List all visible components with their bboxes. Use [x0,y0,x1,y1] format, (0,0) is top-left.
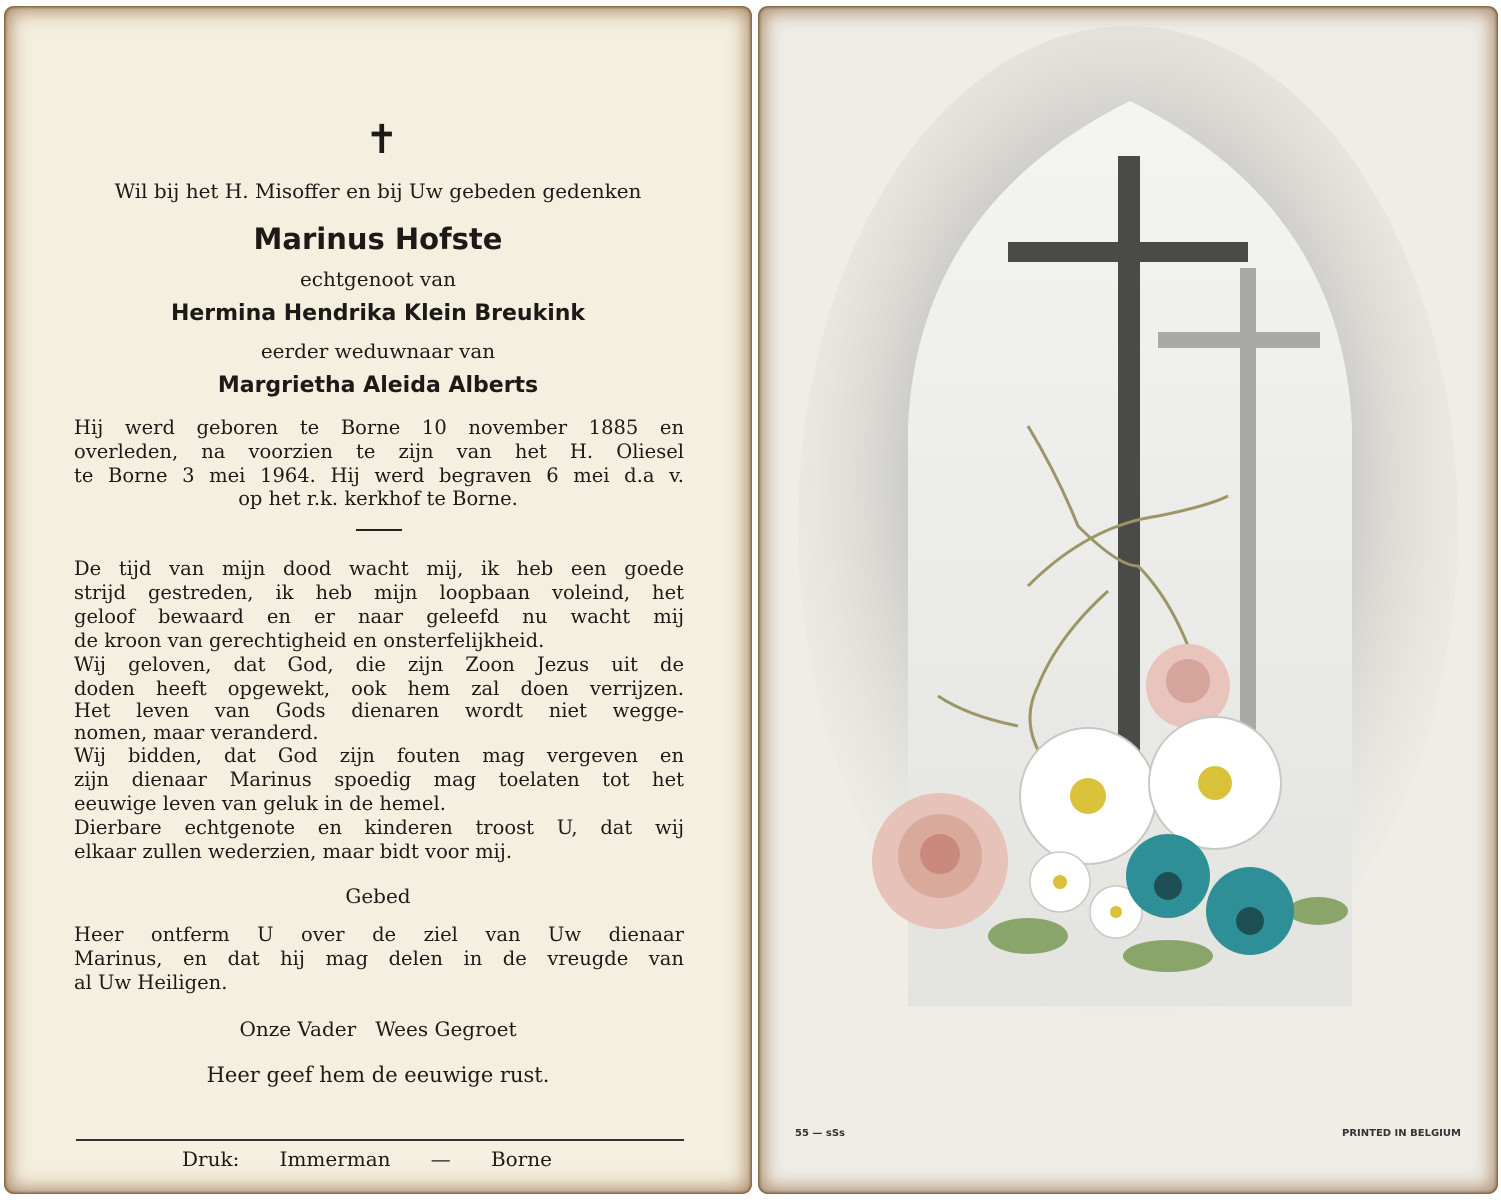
footer-rule [76,1139,684,1141]
small-white-flower [1030,852,1090,912]
teal-pansy [1206,867,1294,955]
cross-and-flowers-illustration [758,6,1498,1194]
memorial-card-image-side [758,6,1498,1194]
text-line: Wij geloven, dat God, die zijn Zoon Jezus uit de [74,653,684,676]
memorial-card-text-side [4,6,752,1194]
daisy [1020,728,1156,864]
prayer-line: Marinus, en dat hij mag delen in de vreugde van [74,947,684,970]
text-line: elkaar zullen wederzien, maar bidt voor mij. [74,840,513,863]
text-line: Het leven van Gods dienaren wordt niet wegge- [74,699,684,722]
prayer-line: al Uw Heiligen. [74,971,228,994]
final-line: Heer geef hem de eeuwige rust. [206,1063,550,1087]
former-spouse-label: eerder weduwnaar van [260,339,496,363]
text-line: nomen, maar veranderd. [74,721,319,744]
closing-prayers: Onze Vader Wees Gegroet [239,1017,517,1041]
text-line: De tijd van mijn dood wacht mij, ik heb een goede [74,557,684,580]
printer-dash: — [430,1147,451,1171]
teal-pansy [1126,834,1210,918]
prayer-line: Heer ontferm U over de ziel van Uw dienaar [74,923,684,946]
bio-line: op het r.k. kerkhof te Borne. [238,487,518,510]
text-line: doden heeft opgewekt, ook hem zal doen verrijzen. [74,677,684,700]
printed-in-label: PRINTED IN BELGIUM [1342,1128,1461,1139]
intro-line: Wil bij het H. Misoffer en bij Uw gebeden gedenken [114,179,642,203]
text-line: strijd gestreden, ik heb mijn loopbaan voleind, het [74,581,684,604]
spouse-name: Hermina Hendrika Klein Breukink [170,301,586,326]
daisy [1149,717,1281,849]
former-spouse-name: Margrietha Aleida Alberts [217,373,539,398]
bio-line: overleden, na voorzien te zijn van het H. Oliesel [74,440,684,463]
printer-name: Immerman [279,1147,391,1171]
small-cross-icon: ✝ [365,117,399,163]
bio-line: Hij werd geboren te Borne 10 november 1885 en [74,416,684,439]
text-line: geloof bewaard en er naar geleefd nu wacht mij [74,605,684,628]
text-line: de kroon van gerechtigheid en onsterfelijkheid. [74,629,545,652]
text-line: Wij bidden, dat God zijn fouten mag vergeven en [74,744,684,767]
printer-place: Borne [490,1147,552,1171]
printer-label: Druk: [182,1147,240,1171]
spouse-label: echtgenoot van [299,267,457,291]
catalog-number: 55 — sSs [795,1128,845,1139]
text-line: Dierbare echtgenote en kinderen troost U, dat wij [74,816,684,839]
printer-credit [182,1147,552,1171]
prayer-title: Gebed [345,884,411,908]
deceased-name: Marinus Hofste [253,222,503,256]
text-line: eeuwige leven van geluk in de hemel. [74,792,446,815]
separator-dash [356,529,402,531]
text-line: zijn dienaar Marinus spoedig mag toelaten tot het [74,768,684,791]
bio-line: te Borne 3 mei 1964. Hij werd begraven 6 mei d.a v. [74,464,684,487]
